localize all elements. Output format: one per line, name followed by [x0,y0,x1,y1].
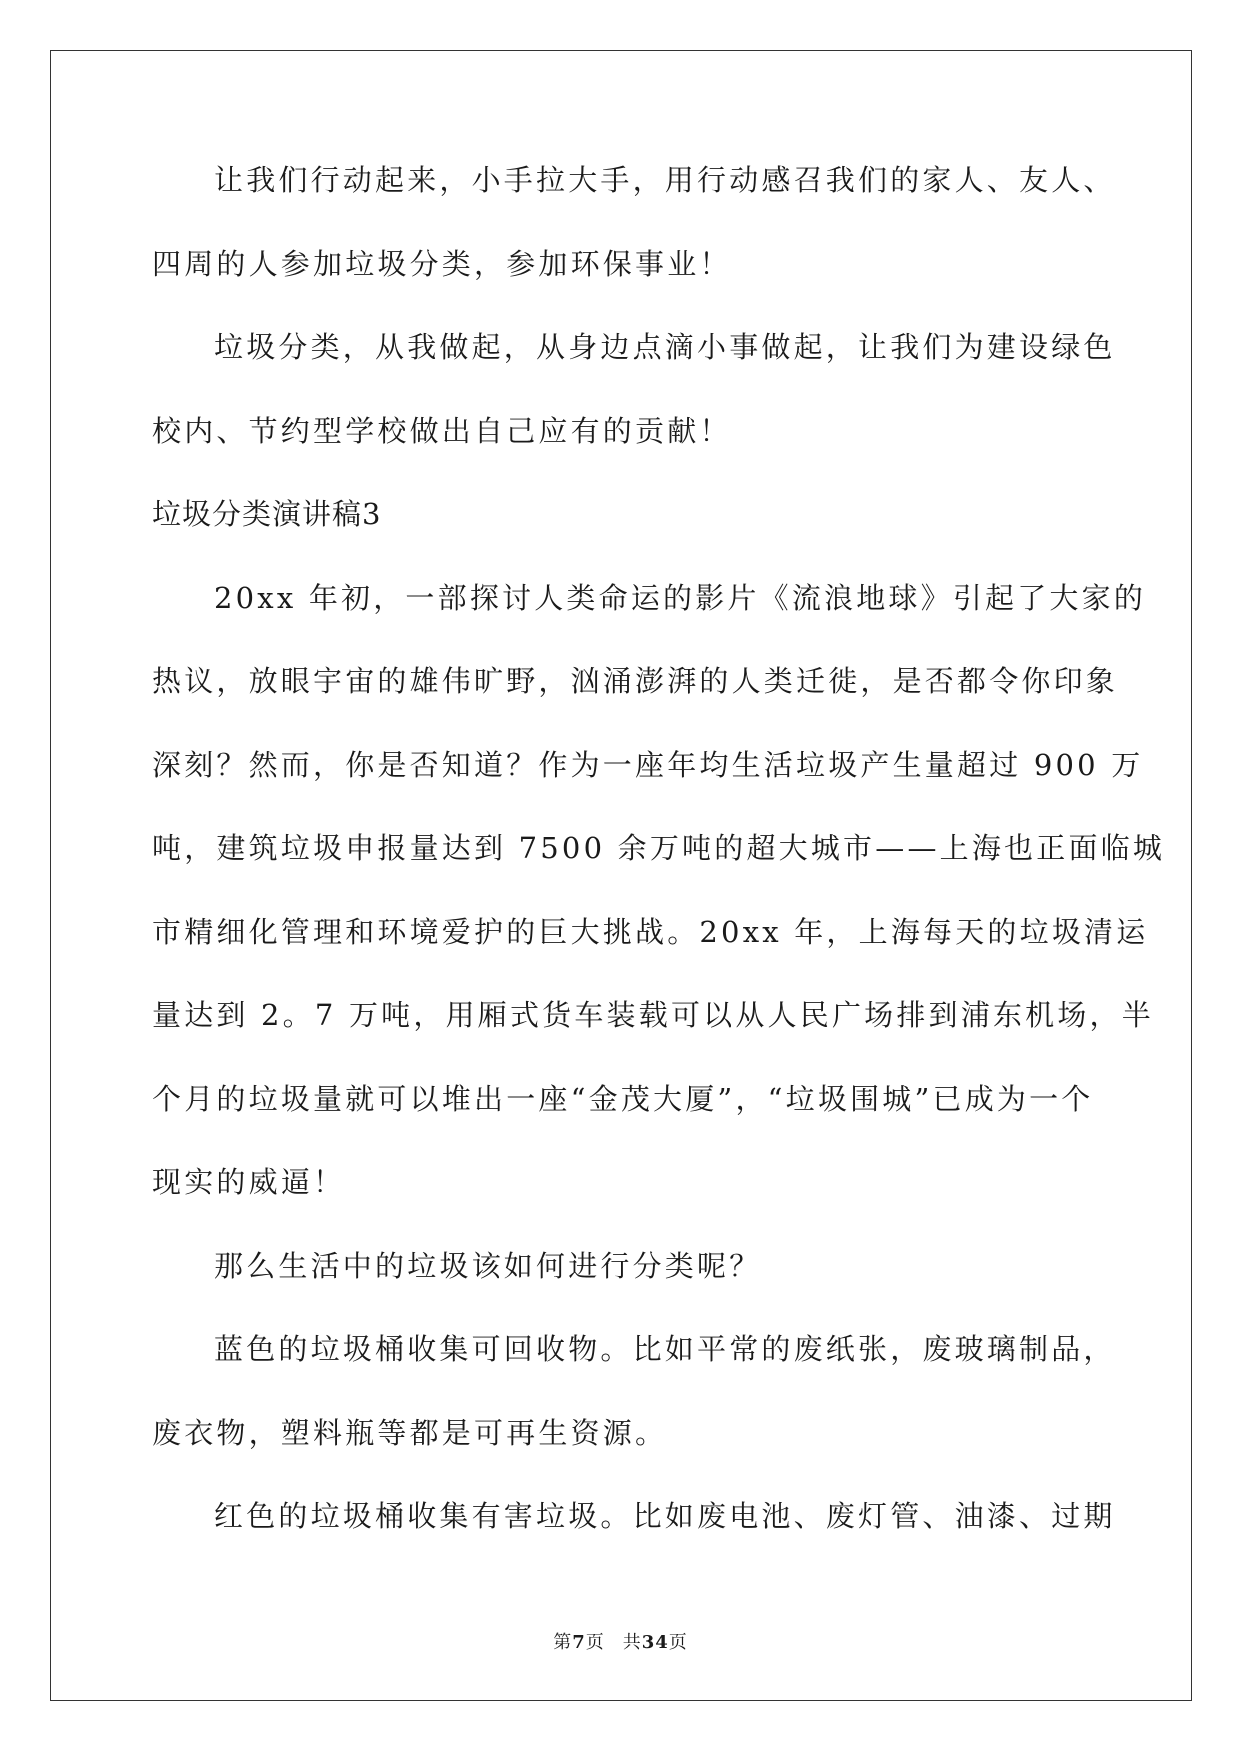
text-line: 垃圾分类，从我做起，从身边点滴小事做起，让我们为建设绿色 [214,330,1116,364]
text-line: 红色的垃圾桶收集有害垃圾。比如废电池、废灯管、油漆、过期 [214,1499,1116,1533]
text-line: 四周的人参加垃圾分类，参加环保事业！ [152,246,732,281]
text-line: 吨，建筑垃圾申报量达到 7500 余万吨的超大城市——上海也正面临城 [152,831,1166,865]
page-suffix: 页 [585,1632,605,1653]
total-pages: 34 [641,1632,669,1653]
page-footer [0,1628,1241,1654]
total-suffix: 页 [668,1632,688,1653]
page-number: 7 [572,1632,586,1653]
text-line: 热议，放眼宇宙的雄伟旷野，汹涌澎湃的人类迁徙，是否都令你印象 [152,664,1119,698]
text-line: 废衣物，塑料瓶等都是可再生资源。 [152,1415,668,1450]
section-heading: 垃圾分类演讲稿3 [152,497,382,531]
text-line: 校内、节约型学校做出自己应有的贡献！ [152,413,732,448]
text-line: 量达到 2。7 万吨，用厢式货车装载可以从人民广场排到浦东机场，半 [152,998,1154,1032]
text-line: 市精细化管理和环境爱护的巨大挑战。20xx 年，上海每天的垃圾清运 [152,914,1149,949]
text-line: 蓝色的垃圾桶收集可回收物。比如平常的废纸张，废玻璃制品， [214,1332,1116,1366]
text-line: 那么生活中的垃圾该如何进行分类呢？ [214,1248,762,1283]
text-line: 20xx 年初，一部探讨人类命运的影片《流浪地球》引起了大家的 [214,580,1147,615]
document-body [152,160,1166,1580]
text-line: 个月的垃圾量就可以堆出一座“金茂大厦”，“垃圾围城”已成为一个 [152,1081,1094,1116]
text-line: 深刻？然而，你是否知道？作为一座年均生活垃圾产生量超过 900 万 [152,747,1144,782]
total-prefix: 共 [622,1632,642,1653]
page-prefix: 第 [553,1632,573,1653]
text-line: 现实的威逼！ [152,1165,346,1199]
text-line: 让我们行动起来，小手拉大手，用行动感召我们的家人、友人、 [214,163,1116,197]
